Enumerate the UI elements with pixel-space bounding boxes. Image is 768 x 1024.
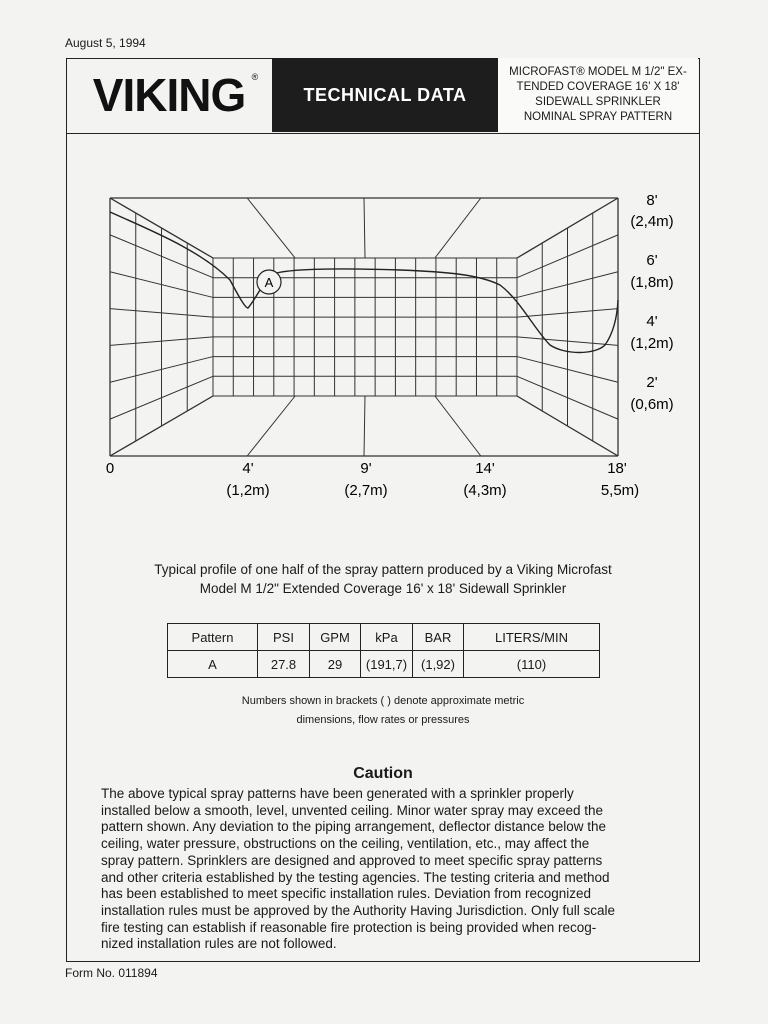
header-cell: GPM xyxy=(310,624,361,651)
ceiling-line xyxy=(364,198,365,258)
caution-line: installed below a smooth, level, unvented ceiling. Minor water spray may exceed the xyxy=(101,802,604,818)
y-tick-8-metric: (2,4m) xyxy=(630,213,674,230)
header-cell: kPa xyxy=(361,624,413,651)
x-tick-9-metric: (2,7m) xyxy=(344,482,388,499)
logo-box xyxy=(66,58,272,132)
cell: (110) xyxy=(464,651,600,678)
ceiling-line xyxy=(435,198,481,258)
x-tick-4: 4' xyxy=(242,460,254,477)
caution-line: ceiling, water pressure, obstructions on the ceiling, ventilation, etc., may affect the xyxy=(101,836,590,852)
y-tick-8: 8' xyxy=(646,192,658,209)
cell: (191,7) xyxy=(361,651,413,678)
x-tick-14-metric: (4,3m) xyxy=(463,482,507,499)
header-cell: BAR xyxy=(413,624,464,651)
spec-table xyxy=(167,623,600,678)
diagram-caption xyxy=(66,560,700,598)
header-cell: Pattern xyxy=(168,624,258,651)
cell: A xyxy=(168,651,258,678)
y-tick-2: 2' xyxy=(646,374,658,391)
x-tick-9: 9' xyxy=(360,460,372,477)
technical-data-title: TECHNICAL DATA xyxy=(272,58,498,132)
form-number: Form No. 011894 xyxy=(65,966,158,980)
header-cell: PSI xyxy=(258,624,310,651)
note-line: Numbers shown in brackets ( ) denote approximate metric xyxy=(241,695,525,707)
caution-body xyxy=(101,786,663,953)
caution-line: The above typical spray patterns have been generated with a sprinkler properly xyxy=(101,786,574,801)
table-row xyxy=(168,651,600,678)
caution-line: installation rules must be approved by the Authority Having Jurisdiction. Only full scale xyxy=(101,902,616,918)
caption-line: Model M 1/2" Extended Coverage 16' x 18' Sidewall Sprinkler xyxy=(199,581,567,596)
y-tick-4: 4' xyxy=(646,313,658,330)
caution-line: fire testing can establish if reasonable fire protection is being provided when recog- xyxy=(101,919,597,935)
y-tick-2-metric: (0,6m) xyxy=(630,396,674,413)
model-line: TENDED COVERAGE 16' X 18' xyxy=(516,81,680,93)
table-header-row xyxy=(168,624,600,651)
pattern-a-label: A xyxy=(264,275,274,290)
viking-logo: VIKING ® xyxy=(92,69,258,121)
spray-pattern-diagram xyxy=(90,180,680,505)
caution-line: nized installation rules are not followed. xyxy=(101,936,337,952)
caution-title: Caution xyxy=(353,765,413,782)
caption-line: Typical profile of one half of the spray pattern produced by a Viking Microfast xyxy=(154,562,612,577)
x-tick-14: 14' xyxy=(475,460,495,477)
caution-line: and other criteria established by the testing agencies. The testing criteria and method xyxy=(101,869,610,885)
header-cell: LITERS/MIN xyxy=(464,624,600,651)
model-line: SIDEWALL SPRINKLER xyxy=(535,96,661,108)
y-tick-6-metric: (1,8m) xyxy=(630,274,674,291)
model-line: NOMINAL SPRAY PATTERN xyxy=(523,111,673,123)
cell: (1,92) xyxy=(413,651,464,678)
header xyxy=(66,58,700,134)
x-tick-0: 0 xyxy=(105,460,115,477)
x-tick-18: 18' xyxy=(607,460,627,477)
ceiling-line xyxy=(247,198,295,258)
floor-line xyxy=(364,396,365,456)
floor-line xyxy=(247,396,295,456)
y-tick-6: 6' xyxy=(646,252,658,269)
caution-line: has been established to meet specific installation rules. Deviation from recognized xyxy=(101,886,592,902)
x-tick-18-metric: 5,5m) xyxy=(600,482,640,499)
cell: 29 xyxy=(310,651,361,678)
metric-note xyxy=(66,692,700,730)
note-line: dimensions, flow rates or pressures xyxy=(296,714,470,726)
x-tick-4-metric: (1,2m) xyxy=(226,482,270,499)
cell: 27.8 xyxy=(258,651,310,678)
y-tick-4-metric: (1,2m) xyxy=(630,335,674,352)
model-description xyxy=(498,58,698,132)
caution-line: spray pattern. Sprinklers are designed and approved to meet specific spray patterns xyxy=(101,852,603,868)
floor-line xyxy=(435,396,481,456)
model-line: MICROFAST® MODEL M 1/2" EX- xyxy=(509,66,687,78)
document-date: August 5, 1994 xyxy=(65,36,146,50)
caution-line: pattern shown. Any deviation to the piping arrangement, deflector distance below the xyxy=(101,819,607,835)
